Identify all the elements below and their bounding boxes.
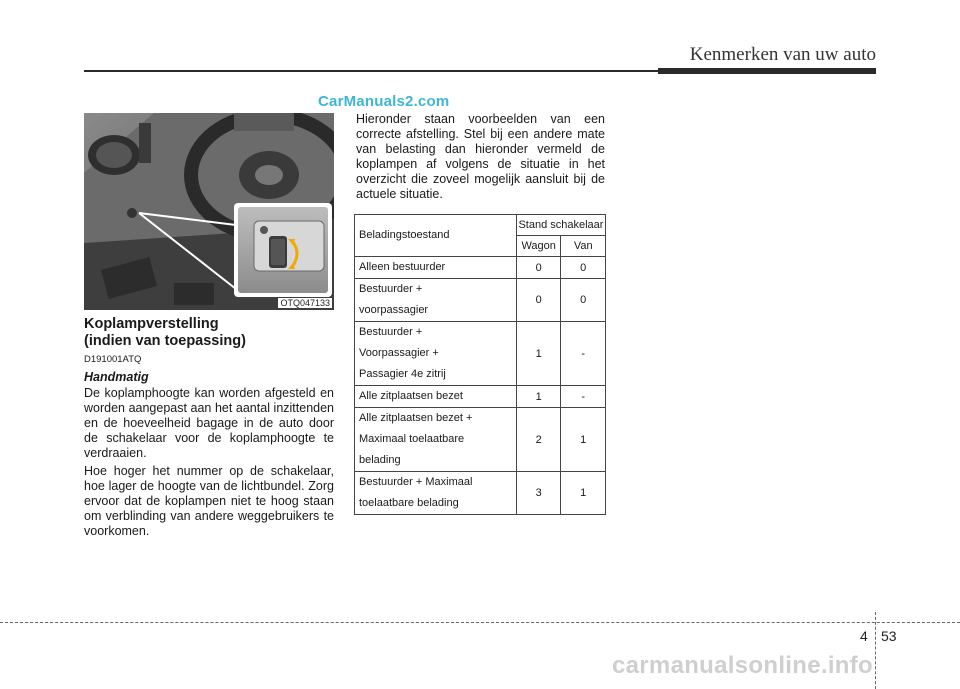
row-label (355, 386, 517, 408)
row-label-line: Bestuurder + Maximaal (359, 476, 473, 488)
watermark-link[interactable]: CarManuals2.com (318, 93, 450, 110)
image-code: OTQ047133 (280, 298, 330, 308)
footer-rule (0, 622, 960, 623)
row-wagon: 1 (516, 386, 561, 408)
row-wagon: 0 (516, 279, 561, 322)
row-label (355, 257, 517, 279)
row-label-line: Voorpassagier + (359, 347, 439, 359)
row-label-line: Bestuurder + (359, 283, 423, 295)
table-row (355, 279, 606, 322)
row-van: 1 (561, 472, 606, 515)
table-row (355, 386, 606, 408)
section-title-line2: (indien van toepassing) (84, 333, 246, 349)
row-van: - (561, 322, 606, 386)
running-header: Kenmerken van uw auto (689, 44, 876, 65)
table-row (355, 472, 606, 515)
intro-paragraph: Hieronder staan voorbeelden van een correcte afstelling. Stel bij een andere mate van belasting dan hieronder vermeld de koplampen af volgens de situatie in het overzicht die zoveel mogelijk aansluit bij de actuele situatie. (356, 112, 605, 201)
watermark-bottom-link[interactable]: carmanualsonline.info (612, 652, 874, 679)
paragraph-1: De koplamphoogte kan worden afgesteld en worden aangepast aan het aantal inzittenden en de hoeveelheid bagage in de auto door de schakelaar voor de koplamphoogte te verdraaien. (84, 386, 334, 460)
table-col-wagon: Wagon (516, 236, 561, 257)
row-label (355, 408, 517, 472)
row-van: 1 (561, 408, 606, 472)
row-van: 0 (561, 257, 606, 279)
load-table (354, 214, 606, 515)
row-label-line: Maximaal toelaatbare (359, 433, 465, 445)
row-wagon: 0 (516, 257, 561, 279)
table-header-switch: Stand schakelaar (516, 215, 605, 236)
table-col-van: Van (561, 236, 606, 257)
section-title (84, 316, 246, 350)
row-label-line: voorpassagier (359, 304, 429, 316)
document-code: D191001ATQ (84, 354, 142, 365)
row-label-line: Alleen bestuurder (359, 261, 446, 273)
row-label-line: Alle zitplaatsen bezet (359, 390, 463, 402)
row-label-line: toelaatbare belading (359, 497, 459, 509)
row-label (355, 322, 517, 386)
table-row (355, 322, 606, 386)
row-van: 0 (561, 279, 606, 322)
page-number: 53 (881, 628, 897, 644)
dashboard-photo (84, 113, 334, 310)
subsection-title: Handmatig (84, 370, 149, 384)
table-header-load: Beladingstoestand (355, 215, 517, 257)
table-row (355, 408, 606, 472)
row-label-line: Passagier 4e zitrij (359, 368, 446, 380)
table-row (355, 257, 606, 279)
row-wagon: 2 (516, 408, 561, 472)
row-van: - (561, 386, 606, 408)
row-wagon: 1 (516, 322, 561, 386)
section-title-line1: Koplampverstelling (84, 316, 219, 332)
row-label (355, 472, 517, 515)
headlamp-switch-illustration (84, 113, 334, 310)
row-label-line: Alle zitplaatsen bezet + (359, 412, 473, 424)
paragraph-2: Hoe hoger het nummer op de schakelaar, hoe lager de hoogte van de lichtbundel. Zorg ervoor dat de koplampen niet te hoog staan om verblinding van andere weggebruikers te voorkomen. (84, 464, 334, 538)
row-label (355, 279, 517, 322)
row-label-line: belading (359, 454, 401, 466)
row-label-line: Bestuurder + (359, 326, 423, 338)
footer-divider (875, 612, 877, 689)
row-wagon: 3 (516, 472, 561, 515)
header-rule (84, 70, 658, 72)
header-rule-accent (658, 68, 876, 74)
chapter-number: 4 (860, 628, 868, 644)
